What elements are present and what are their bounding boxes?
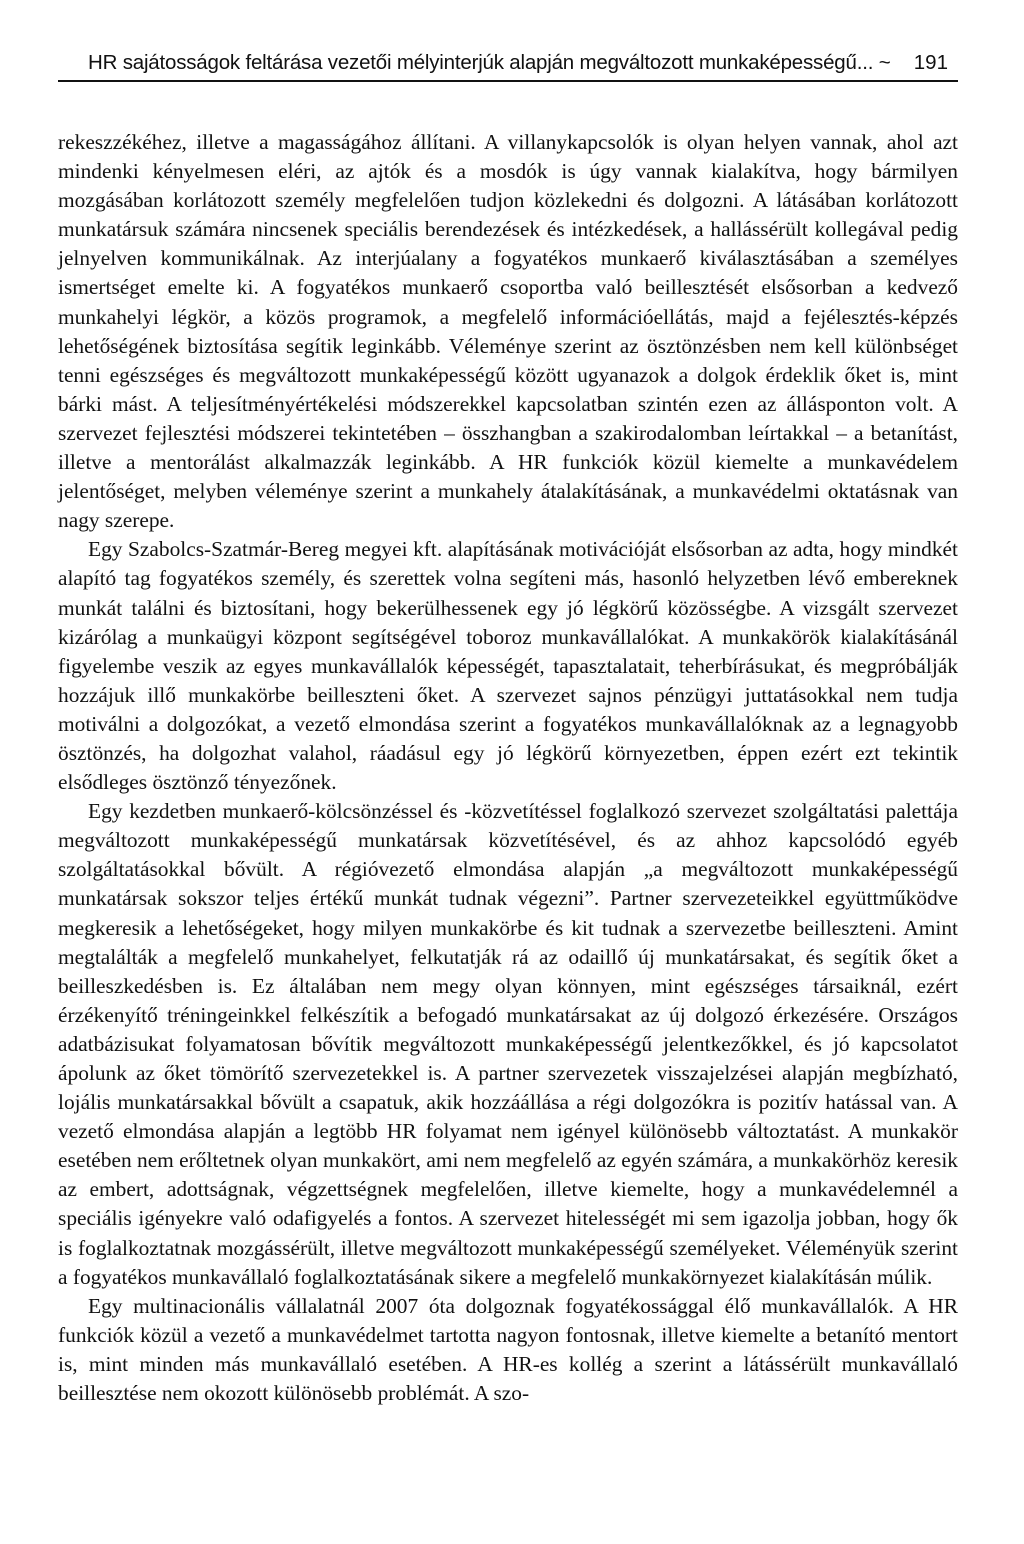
page-number: 191 [913, 51, 948, 74]
document-page [58, 50, 958, 1408]
paragraph: Egy kezdetben munkaerő-kölcsönzéssel és -közvetítéssel foglalkozó szervezet szolgáltatási palettája megváltozott munkaképességű munkatársak közvetítésével, és az ahhoz kapcsolódó egyéb szolgáltatásokkal bővült. A régióvezető elmondása alapján „a megváltozott munkaképességű munkatársak sokszor teljes értékű munkát tudnak végezni”. Partner szervezeteikkel együttműködve megkeresik a lehetőségeket, hogy milyen munkakörbe és kit tudnak a szervezetbe beilleszteni. Amint megtalálták a megfelelő munkahelyet, felkutatják rá az odaillő új munkatársakat, és segítik őket a beilleszkedésben is. Ez általában nem megy olyan könnyen, mint egészséges társaiknál, ezért érzékenyítő tréningeinkkel felkészítik a befogadó munkatársakat az új dolgozó érkezésére. Országos adatbázisukat folyamatosan bővítik megváltozott munkaképességű jelentkezőkkel, és jó kapcsolatot ápolunk az őket tömörítő szervezetekkel is. A partner szervezetek visszajelzései alapján megbízható, lojális munkatársakkal bővült a csapatuk, akik hozzáállása a régi dolgozókra is pozitív hatással van. A vezető elmondása alapján a legtöbb HR folyamat nem igényel különösebb változtatást. A munkakör esetében nem erőltetnek olyan munkakört, ami nem megfelelő az egyén számára, a munkakörhöz keresik az embert, adottságnak, végzettségnek megfelelően, illetve kiemelte, hogy a munkavédelemnél a speciális igényekre való odafigyelés a fontos. A szervezet hitelességét mi sem igazolja jobban, hogy ők is foglalkoztatnak mozgássérült, illetve megváltozott munkaképességű személyeket. Véleményük szerint a fogyatékos munkavállaló foglalkoztatásának sikere a megfelelő munkakörnyezet kialakításán múlik. [58, 799, 958, 1289]
paragraph: Egy Szabolcs-Szatmár-Bereg megyei kft. alapításának motivációját elsősorban az adta, hogy mindkét alapító tag fogyatékos személy, és szerettek volna segíteni más, hasonló helyzetben lévő embereknek munkát találni és biztosítani, hogy bekerülhessenek egy jó légkörű közösségbe. A vizsgált szervezet kizárólag a munkaügyi központ segítségével toboroz munkavállalókat. A munkakörök kialakításánál figyelembe veszik az egyes munkavállalók képességét, tapasztalatait, teherbírásukat, és megpróbálják hozzájuk illő munkakörbe beilleszteni őket. A szervezet sajnos pénzügyi juttatásokkal nem tudja motiválni a dolgozókat, a vezető elmondása szerint a fogyatékos munkavállalóknak az a legnagyobb ösztönzés, ha dolgozhat valahol, ráadásul egy jó légkörű környezetben, éppen ezért ezt tekintik elsődleges ösztönző tényezőnek. [58, 537, 958, 795]
running-header-title: HR sajátosságok feltárása vezetői mélyinterjúk alapján megváltozott munkaképességű... ~ [88, 51, 891, 74]
paragraph: rekeszzékéhez, illetve a magasságához állítani. A villanykapcsolók is olyan helyen vannak, ahol azt mindenki kényelmesen eléri, az ajtók és a mosdók is úgy vannak kialakítva, hogy bármilyen mozgásában korlátozott személy megfelelően tudjon közlekedni és dolgozni. A látásában korlátozott munkatársuk számára nincsenek speciális berendezések és intézkedések, a hallássérült kollegával pedig jelnyelven kommunikálnak. Az interjúalany a fogyatékos munkaerő kiválasztásában a személyes ismertséget emelte ki. A fogyatékos munkaerő csoportba való beillesztését elsősorban a kedvező munkahelyi légkör, a közös programok, a megfelelő információellátás, majd a fejélesztés-képzés lehetőségének biztosítása segítik leginkább. Véleménye szerint az ösztönzésben nem kell különbséget tenni egészséges és megváltozott munkaképességű között ugyanazok a dolgok érdeklik őket is, mint bárki mást. A teljesítményértékelési módszerekkel kapcsolatban szintén ezen az állásponton volt. A szervezet fejlesztési módszerei tekintetében – összhangban a szakirodalomban leírtakkal – a betanítást, illetve a mentorálást alkalmazzák leginkább. A HR funkciók közül kiemelte a munkavédelem jelentőséget, melyben véleménye szerint a munkahely átalakításának, a munkavédelmi oktatásnak van nagy szerepe. [58, 130, 958, 533]
body-text [58, 128, 958, 1408]
running-header [58, 50, 958, 82]
paragraph: Egy multinacionális vállalatnál 2007 óta dolgoznak fogyatékossággal élő munkavállalók. A HR funkciók közül a vezető a munkavédelmet tartotta nagyon fontosnak, illetve kiemelte a betanító mentort is, mint minden más munkavállaló esetében. A HR-es kollég a szerint a látássérült munkavállaló beillesztése nem okozott különösebb problémát. A szo- [58, 1293, 958, 1406]
